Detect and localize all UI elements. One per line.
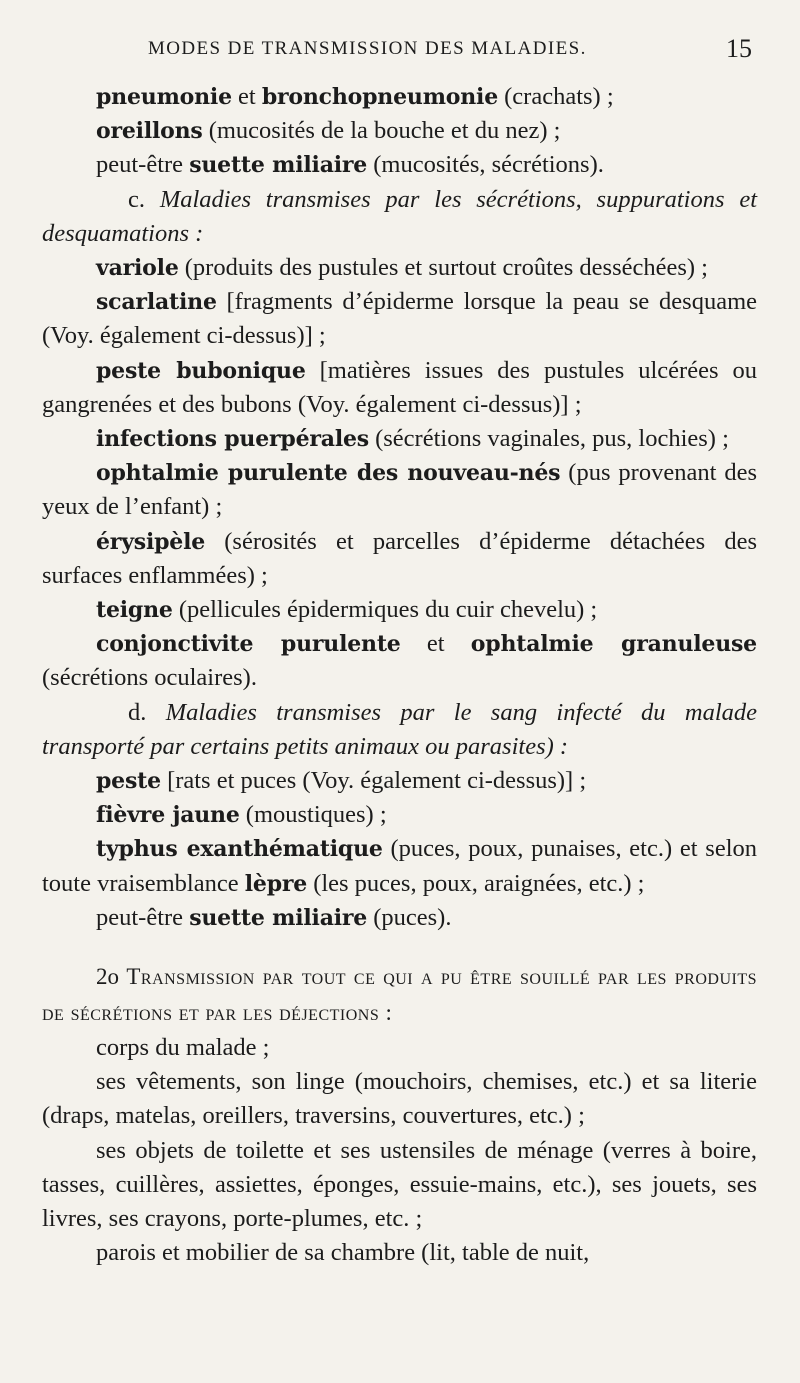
text: (produits des pustules et surtout croûtes desséchées) ; xyxy=(178,254,708,282)
text: peut-être xyxy=(96,903,190,931)
text: et xyxy=(400,630,471,658)
term-peste: peste xyxy=(96,768,161,795)
item-suette-miliaire xyxy=(42,901,757,935)
term-fievre-jaune: fièvre jaune xyxy=(96,802,240,829)
item-fievre-jaune xyxy=(42,798,757,832)
term-conjonctivite: conjonctivite purulente xyxy=(96,631,401,658)
term-oreillons: oreillons xyxy=(96,118,203,145)
text: (sécrétions oculaires). xyxy=(42,664,257,692)
item-erysipele xyxy=(42,525,757,593)
text: peut-être xyxy=(96,151,190,179)
text: ) : xyxy=(545,732,569,760)
item-peste-bubonique xyxy=(42,354,757,422)
term-scarlatine: scarlatine xyxy=(96,289,217,316)
text: (pus provenant des yeux de l’enfant) ; xyxy=(42,459,757,521)
text: (mucosités de la bouche et du nez) ; xyxy=(202,117,561,145)
subsection-title: Maladies transmises par les sécrétions, suppurations et desquamations xyxy=(42,185,757,247)
term-lepre: lèpre xyxy=(244,870,308,897)
item-ophtalmie xyxy=(42,456,757,524)
term-suette-miliaire: suette miliaire xyxy=(189,152,368,179)
text: et xyxy=(231,83,262,110)
page-number: 15 xyxy=(726,34,752,63)
page-body xyxy=(42,80,757,1271)
item-parois: parois et mobilier de sa chambre (lit, table de nuit, xyxy=(96,1239,590,1267)
section-number: 2o xyxy=(96,964,127,990)
text: (sécrétions vaginales, pus, lochies) ; xyxy=(368,425,729,453)
item-corps: corps du malade ; xyxy=(96,1034,270,1062)
text: (pellicules épidermiques du cuir chevelu) ; xyxy=(172,596,598,624)
term-ophtalmie-purulente: ophtalmie purulente des nouveau-nés xyxy=(96,460,561,487)
term-typhus: typhus exanthématique xyxy=(96,836,383,863)
text: (puces). xyxy=(367,903,452,931)
text: (les puces, poux, araignées, etc.) ; xyxy=(307,869,645,897)
text: [fragments d’épiderme lorsque la peau se desquame (Voy. également ci-dessus)] ; xyxy=(42,288,757,350)
line-oreillons xyxy=(42,114,757,148)
term-ophtalmie-granuleuse: ophtalmie granuleuse xyxy=(470,631,757,658)
section-title: Transmission par tout ce qui a pu être souillé par les produits de sécrétions et par les déjections : xyxy=(42,964,757,1026)
item-teigne xyxy=(42,593,757,627)
item-vetements: ses vêtements, son linge (mouchoirs, chemises, etc.) et sa literie (draps, matelas, oreillers, traversins, couvertures, etc.) ; xyxy=(42,1068,757,1130)
subsection-d xyxy=(42,696,757,764)
text: (mucosités, sécrétions). xyxy=(367,151,604,179)
item-scarlatine xyxy=(42,285,757,353)
text: [matières issues des pustules ulcérées ou gangrenées et des bubons (Voy. également ci-dessus)] ; xyxy=(42,356,757,418)
running-title: MODES DE TRANSMISSION DES MALADIES. xyxy=(148,38,587,59)
item-infections xyxy=(42,422,757,456)
page-header xyxy=(0,34,800,64)
term-teigne: teigne xyxy=(96,597,173,624)
term-suette-miliaire: suette miliaire xyxy=(189,904,368,931)
text: (crachats) ; xyxy=(498,83,614,110)
term-pneumonie: pneumonie xyxy=(96,84,232,110)
text: : xyxy=(189,219,204,247)
term-variole: variole xyxy=(96,255,179,282)
term-peste-bubonique: peste bubonique xyxy=(96,357,306,384)
item-peste xyxy=(42,764,757,798)
text: (moustiques) ; xyxy=(239,801,387,829)
item-variole xyxy=(42,251,757,285)
line-suette xyxy=(42,148,757,182)
section-2-heading xyxy=(42,959,757,1031)
item-conjonctivite xyxy=(42,627,757,695)
subsection-letter: c. xyxy=(128,185,160,213)
subsection-title: Maladies transmises par le sang infecté du malade transporté par certains petits animaux ou parasites xyxy=(42,698,758,760)
subsection-c xyxy=(42,183,757,251)
term-infections-puerperales: infections puerpérales xyxy=(96,426,369,453)
line-pneumonie xyxy=(42,80,757,114)
item-typhus xyxy=(42,832,757,900)
subsection-letter: d. xyxy=(128,698,166,726)
item-objets: ses objets de toilette et ses ustensiles de ménage (verres à boire, tasses, cuillères, assiettes, éponges, essuie-mains, etc.), ses jouets, ses livres, ses crayons, porte-plumes, etc. ; xyxy=(42,1136,757,1233)
text: (sérosités et parcelles d’épiderme détachées des surfaces enflammées) ; xyxy=(42,527,757,589)
term-erysipele: érysipèle xyxy=(96,528,206,555)
text: [rats et puces (Voy. également ci-dessus)] ; xyxy=(160,767,587,795)
term-bronchopneumonie: bronchopneumonie xyxy=(261,84,498,110)
text: (puces, poux, punaises, etc.) et selon toute vraisemblance xyxy=(42,835,757,897)
